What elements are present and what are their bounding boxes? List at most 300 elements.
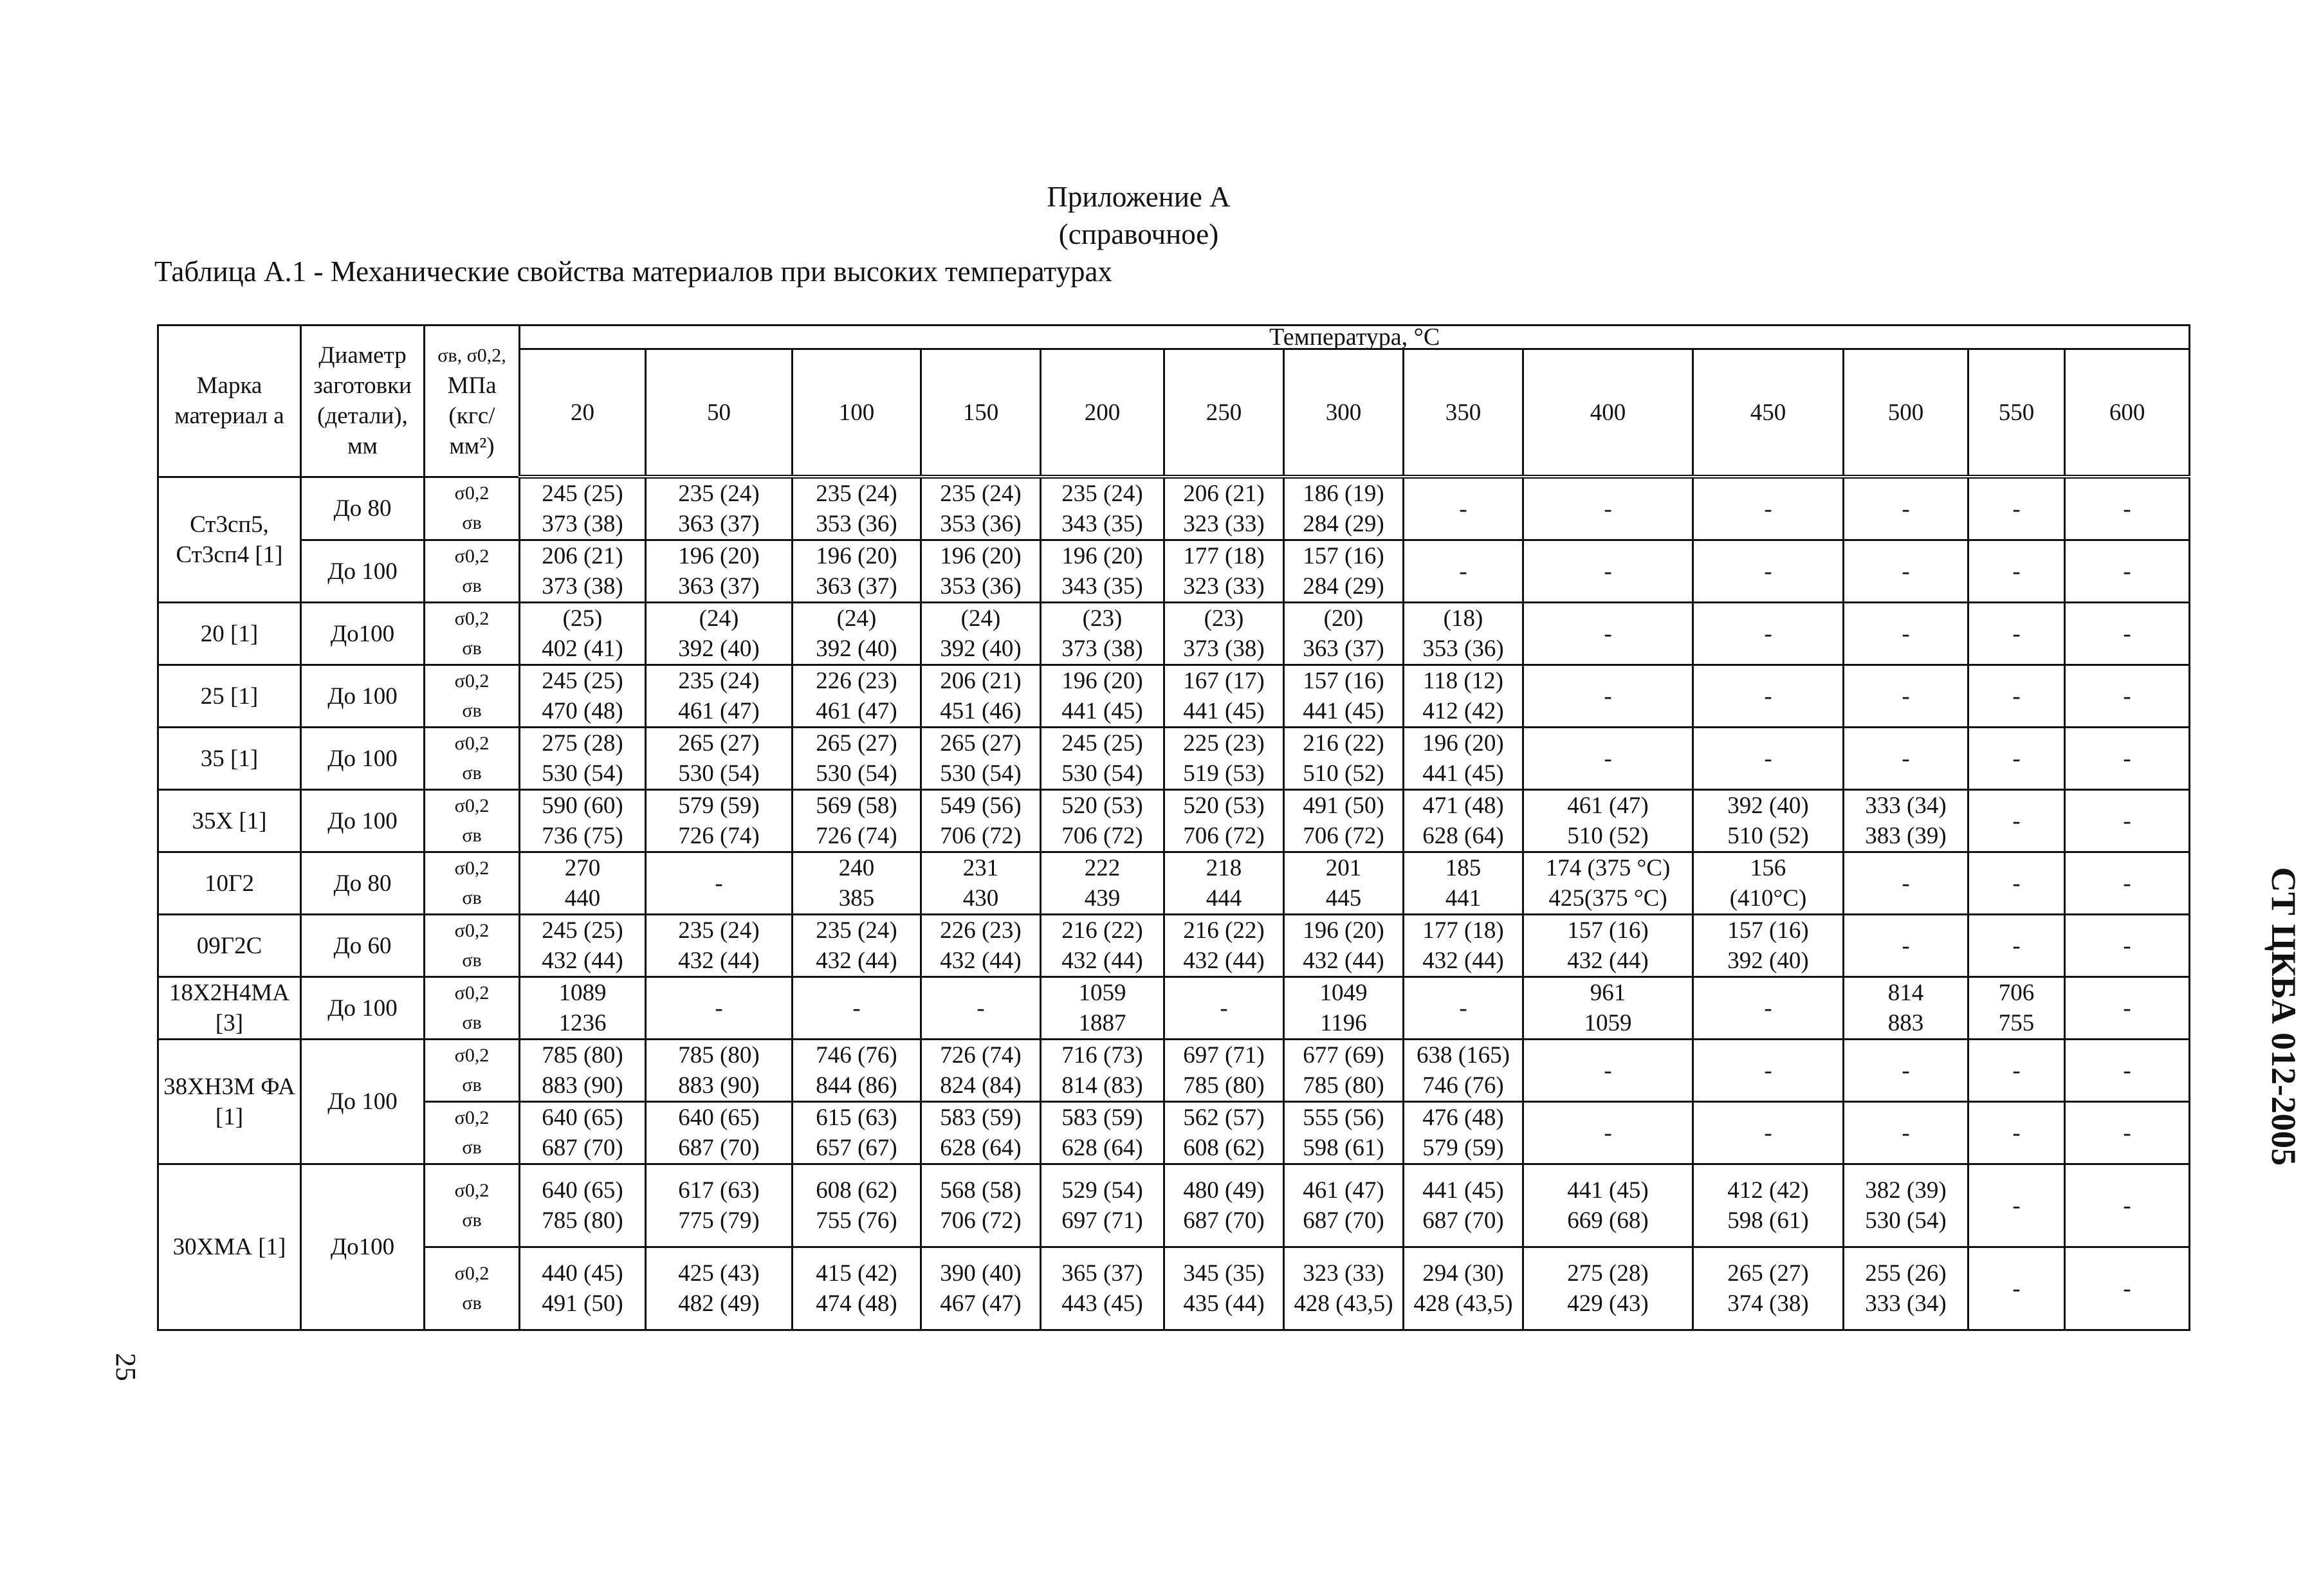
value-cell-t300	[1284, 540, 1404, 603]
value-line: 439	[1084, 885, 1121, 912]
value-cell-t600: -	[2065, 1102, 2190, 1164]
value-cell-t20	[520, 603, 646, 665]
value-line: 284 (29)	[1303, 511, 1384, 537]
value-line: 697 (71)	[1061, 1207, 1143, 1234]
value-cell-t20	[520, 1164, 646, 1247]
sigma-labels	[425, 1247, 520, 1330]
value-line: 568 (58)	[940, 1177, 1022, 1204]
value-line: 785 (80)	[542, 1042, 623, 1069]
value-line: 814 (83)	[1061, 1072, 1143, 1099]
value-cell-t150	[921, 540, 1041, 603]
sigma-yield-label: σ0,2	[454, 1045, 490, 1066]
sigma-yield-label: σ0,2	[454, 795, 490, 816]
value-cell-t500: -	[1844, 603, 1968, 665]
value-line: 706 (72)	[1303, 823, 1384, 849]
value-line: 883 (90)	[678, 1072, 760, 1099]
value-line: (25)	[562, 605, 603, 632]
value-line: 432 (44)	[816, 948, 897, 974]
header-temp-3: 150	[921, 349, 1041, 477]
value-line: 201	[1325, 855, 1362, 881]
value-cell-t20	[520, 915, 646, 977]
value-line: 365 (37)	[1061, 1260, 1143, 1287]
value-line: 1049	[1319, 980, 1368, 1006]
value-cell-t200	[1041, 665, 1164, 728]
value-line: 392 (40)	[816, 636, 897, 662]
value-line: 235 (24)	[816, 481, 897, 507]
value-line: (24)	[960, 605, 1001, 632]
value-cell-t550: -	[1968, 790, 2065, 852]
material-grade: 38ХН3М ФА [1]	[158, 1040, 301, 1164]
value-cell-t600: -	[2065, 1164, 2190, 1247]
header-temp-5: 250	[1164, 349, 1284, 477]
value-line: 441 (45)	[1183, 698, 1265, 724]
value-cell-t350	[1404, 1102, 1523, 1164]
header-temp-9: 450	[1693, 349, 1844, 477]
table-row	[158, 728, 2190, 790]
value-cell-t400: -	[1523, 1102, 1693, 1164]
value-cell-t500: -	[1844, 852, 1968, 915]
value-line: 412 (42)	[1727, 1177, 1809, 1204]
value-line: (24)	[836, 605, 877, 632]
value-cell-t350	[1404, 1247, 1523, 1330]
value-line: 726 (74)	[940, 1042, 1022, 1069]
value-line: 216 (22)	[1183, 917, 1265, 944]
sigma-yield-label: σ0,2	[454, 670, 490, 692]
material-grade: 20 [1]	[158, 603, 301, 665]
value-cell-t500: -	[1844, 915, 1968, 977]
value-line: 461 (47)	[678, 698, 760, 724]
sigma-yield-label: σ0,2	[454, 858, 490, 879]
value-line: 373 (38)	[542, 511, 623, 537]
value-line: 706	[1998, 980, 2035, 1006]
value-cell-t250: -	[1164, 977, 1284, 1040]
value-line: 157 (16)	[1303, 543, 1384, 569]
value-cell-t50	[646, 1102, 793, 1164]
sigma-tensile-label: σв	[462, 1209, 482, 1231]
sigma-tensile-label: σв	[462, 1074, 482, 1096]
header-temp-10: 500	[1844, 349, 1968, 477]
value-cell-t200	[1041, 977, 1164, 1040]
value-line: 245 (25)	[542, 917, 623, 944]
value-cell-t350	[1404, 665, 1523, 728]
value-line: 441 (45)	[1303, 698, 1384, 724]
value-line: 520 (53)	[1061, 793, 1143, 819]
value-cell-t50	[646, 540, 793, 603]
value-cell-t450	[1693, 915, 1844, 977]
value-line: 530 (54)	[678, 760, 760, 787]
value-line: 510 (52)	[1727, 823, 1809, 849]
value-cell-t600: -	[2065, 790, 2190, 852]
value-line: 177 (18)	[1422, 917, 1504, 944]
value-cell-t500: -	[1844, 665, 1968, 728]
value-line: 156	[1750, 855, 1786, 881]
value-line: 441 (45)	[1422, 760, 1504, 787]
value-line: 231	[962, 855, 999, 881]
value-line: 785 (80)	[678, 1042, 760, 1069]
value-line: 196 (20)	[678, 543, 760, 569]
value-line: 440	[564, 885, 601, 912]
value-line: 883	[1887, 1010, 1924, 1036]
value-cell-t350: -	[1404, 977, 1523, 1040]
appendix-title: Приложение А	[1047, 181, 1231, 213]
material-grade: 09Г2С	[158, 915, 301, 977]
value-line: 432 (44)	[1422, 948, 1504, 974]
value-line: 235 (24)	[678, 668, 760, 694]
value-cell-t150: -	[921, 977, 1041, 1040]
value-line: 549 (56)	[940, 793, 1022, 819]
value-line: 275 (28)	[1567, 1260, 1649, 1287]
value-line: 640 (65)	[542, 1177, 623, 1204]
value-line: 222	[1084, 855, 1121, 881]
value-cell-t350	[1404, 1164, 1523, 1247]
sigma-tensile-label: σв	[462, 700, 482, 721]
sigma-yield-label: σ0,2	[454, 920, 490, 941]
value-line: 174 (375 °С)	[1545, 855, 1671, 881]
value-line: 196 (20)	[816, 543, 897, 569]
value-cell-t500	[1844, 977, 1968, 1040]
value-cell-t400: -	[1523, 477, 1693, 540]
value-cell-t100	[793, 790, 921, 852]
value-cell-t250	[1164, 1102, 1284, 1164]
value-line: 265 (27)	[1727, 1260, 1809, 1287]
value-line: 491 (50)	[1303, 793, 1384, 819]
table-row	[158, 603, 2190, 665]
sigma-labels	[425, 790, 520, 852]
value-cell-t550: -	[1968, 1247, 2065, 1330]
value-line: 470 (48)	[542, 698, 623, 724]
sigma-tensile-label: σв	[462, 575, 482, 596]
value-cell-t350	[1404, 915, 1523, 977]
value-cell-t50	[646, 665, 793, 728]
table-row	[158, 1102, 2190, 1164]
value-line: 432 (44)	[1567, 948, 1649, 974]
sigma-tensile-label: σв	[462, 637, 482, 659]
value-cell-t400: -	[1523, 540, 1693, 603]
value-cell-t400: -	[1523, 1040, 1693, 1102]
value-line: 445	[1325, 885, 1362, 912]
value-line: 677 (69)	[1303, 1042, 1384, 1069]
value-cell-t550: -	[1968, 915, 2065, 977]
value-cell-t20	[520, 790, 646, 852]
value-line: 687 (70)	[1303, 1207, 1384, 1234]
header-temp-7: 350	[1404, 349, 1523, 477]
value-line: 323 (33)	[1303, 1260, 1384, 1287]
value-cell-t300	[1284, 852, 1404, 915]
value-cell-t100	[793, 915, 921, 977]
sigma-labels	[425, 915, 520, 977]
value-line: 687 (70)	[1422, 1207, 1504, 1234]
header-temperature: Температура, °С	[520, 326, 2190, 349]
value-cell-t100	[793, 728, 921, 790]
value-line: 374 (38)	[1727, 1290, 1809, 1317]
value-line: 519 (53)	[1183, 760, 1265, 787]
header-sigma-units	[425, 326, 520, 477]
value-line: 451 (46)	[940, 698, 1022, 724]
header-sigma-label: σв, σ0,2,	[437, 344, 506, 366]
value-cell-t250	[1164, 728, 1284, 790]
value-line: 373 (38)	[1183, 636, 1265, 662]
value-line: 429 (43)	[1567, 1290, 1649, 1317]
value-line: 118 (12)	[1422, 668, 1504, 694]
value-line: 373 (38)	[542, 573, 623, 600]
value-line: 491 (50)	[542, 1290, 623, 1317]
value-line: 196 (20)	[1422, 730, 1504, 757]
value-cell-t200	[1041, 1040, 1164, 1102]
table-row	[158, 1247, 2190, 1330]
value-cell-t200	[1041, 1164, 1164, 1247]
value-line: 785 (80)	[542, 1207, 623, 1234]
value-cell-t500: -	[1844, 728, 1968, 790]
value-line: 218	[1206, 855, 1242, 881]
value-line: 226 (23)	[816, 668, 897, 694]
header-temp-1: 50	[646, 349, 793, 477]
value-cell-t600: -	[2065, 1040, 2190, 1102]
value-cell-t150	[921, 728, 1041, 790]
value-cell-t350	[1404, 1040, 1523, 1102]
value-cell-t150	[921, 852, 1041, 915]
value-line: 824 (84)	[940, 1072, 1022, 1099]
value-line: 657 (67)	[816, 1135, 897, 1161]
value-cell-t100	[793, 1102, 921, 1164]
value-line: 746 (76)	[816, 1042, 897, 1069]
value-line: 196 (20)	[1061, 543, 1143, 569]
table-row	[158, 852, 2190, 915]
value-cell-t150	[921, 915, 1041, 977]
header-diameter: Диаметр заготовки (детали), мм	[301, 326, 425, 477]
blank-diameter: До 100	[301, 790, 425, 852]
value-line: 441 (45)	[1567, 1177, 1649, 1204]
value-line: 343 (35)	[1061, 573, 1143, 600]
value-line: 323 (33)	[1183, 511, 1265, 537]
value-cell-t50	[646, 603, 793, 665]
value-line: 814	[1887, 980, 1924, 1006]
value-line: 608 (62)	[1183, 1135, 1265, 1161]
value-cell-t300	[1284, 790, 1404, 852]
value-cell-t600: -	[2065, 977, 2190, 1040]
value-line: 385	[838, 885, 875, 912]
value-line: 382 (39)	[1865, 1177, 1947, 1204]
value-line: 443 (45)	[1061, 1290, 1143, 1317]
table-row	[158, 1040, 2190, 1102]
value-line: 430	[962, 885, 999, 912]
value-line: 598 (61)	[1303, 1135, 1384, 1161]
value-line: 785 (80)	[1183, 1072, 1265, 1099]
value-cell-t300	[1284, 665, 1404, 728]
value-line: 1089	[558, 980, 607, 1006]
value-cell-t300	[1284, 1040, 1404, 1102]
value-line: 640 (65)	[678, 1105, 760, 1131]
value-cell-t350: -	[1404, 540, 1523, 603]
value-line: 392 (40)	[678, 636, 760, 662]
value-line: 844 (86)	[816, 1072, 897, 1099]
value-line: 579 (59)	[678, 793, 760, 819]
value-cell-t50: -	[646, 852, 793, 915]
value-line: 425(375 °С)	[1548, 885, 1667, 912]
value-line: 706 (72)	[1183, 823, 1265, 849]
sigma-labels	[425, 477, 520, 540]
value-line: 390 (40)	[940, 1260, 1022, 1287]
value-cell-t450: -	[1693, 665, 1844, 728]
value-line: 270	[564, 855, 601, 881]
blank-diameter: До 100	[301, 665, 425, 728]
value-line: 196 (20)	[940, 543, 1022, 569]
value-cell-t150	[921, 665, 1041, 728]
value-cell-t500	[1844, 1164, 1968, 1247]
blank-diameter: До100	[301, 603, 425, 665]
value-cell-t100	[793, 1040, 921, 1102]
value-line: 167 (17)	[1183, 668, 1265, 694]
value-line: 1236	[558, 1010, 607, 1036]
value-cell-t500	[1844, 1247, 1968, 1330]
value-cell-t20	[520, 1102, 646, 1164]
value-cell-t150	[921, 603, 1041, 665]
value-line: 579 (59)	[1422, 1135, 1504, 1161]
value-cell-t50	[646, 477, 793, 540]
value-line: 185	[1445, 855, 1482, 881]
value-cell-t500: -	[1844, 540, 1968, 603]
value-line: 196 (20)	[1061, 668, 1143, 694]
table-caption: Таблица А.1 - Механические свойства материалов при высоких температурах	[154, 255, 1113, 288]
value-line: 323 (33)	[1183, 573, 1265, 600]
sigma-labels	[425, 1040, 520, 1102]
sigma-labels	[425, 728, 520, 790]
value-line: 245 (25)	[1061, 730, 1143, 757]
value-cell-t50	[646, 1164, 793, 1247]
value-cell-t400	[1523, 915, 1693, 977]
value-line: 441 (45)	[1061, 698, 1143, 724]
value-cell-t300	[1284, 915, 1404, 977]
material-grade: 18Х2Н4МА [3]	[158, 977, 301, 1040]
sigma-tensile-label: σв	[462, 887, 482, 908]
value-line: 225 (23)	[1183, 730, 1265, 757]
value-cell-t600: -	[2065, 852, 2190, 915]
value-cell-t300	[1284, 477, 1404, 540]
value-cell-t450: -	[1693, 977, 1844, 1040]
value-line: 245 (25)	[542, 481, 623, 507]
value-line: 590 (60)	[542, 793, 623, 819]
value-cell-t50	[646, 915, 793, 977]
value-cell-t450: -	[1693, 1040, 1844, 1102]
sigma-labels	[425, 1102, 520, 1164]
header-temp-4: 200	[1041, 349, 1164, 477]
sigma-tensile-label: σв	[462, 1137, 482, 1158]
value-cell-t200	[1041, 1247, 1164, 1330]
blank-diameter: До 100	[301, 977, 425, 1040]
value-line: 392 (40)	[940, 636, 1022, 662]
value-cell-t100	[793, 1247, 921, 1330]
header-temp-12: 600	[2065, 349, 2190, 477]
sigma-labels	[425, 603, 520, 665]
value-cell-t150	[921, 790, 1041, 852]
sigma-yield-label: σ0,2	[454, 982, 490, 1004]
value-cell-t350	[1404, 603, 1523, 665]
value-cell-t300	[1284, 1102, 1404, 1164]
value-line: 235 (24)	[940, 481, 1022, 507]
value-line: 476 (48)	[1422, 1105, 1504, 1131]
value-line: 392 (40)	[1727, 793, 1809, 819]
material-grade: 25 [1]	[158, 665, 301, 728]
value-line: 736 (75)	[542, 823, 623, 849]
value-line: 440 (45)	[542, 1260, 623, 1287]
sigma-labels	[425, 1164, 520, 1247]
sigma-tensile-label: σв	[462, 1292, 482, 1314]
value-cell-t200	[1041, 540, 1164, 603]
value-cell-t250	[1164, 852, 1284, 915]
material-grade: 35Х [1]	[158, 790, 301, 852]
value-cell-t450: -	[1693, 728, 1844, 790]
value-cell-t350	[1404, 790, 1523, 852]
value-cell-t400	[1523, 1247, 1693, 1330]
table-row	[158, 915, 2190, 977]
value-cell-t100	[793, 540, 921, 603]
sigma-yield-label: σ0,2	[454, 1263, 490, 1284]
value-line: (24)	[699, 605, 739, 632]
value-line: 432 (44)	[678, 948, 760, 974]
material-grade: 10Г2	[158, 852, 301, 915]
value-line: 687 (70)	[542, 1135, 623, 1161]
value-cell-t100	[793, 477, 921, 540]
header-temp-8: 400	[1523, 349, 1693, 477]
value-line: 569 (58)	[816, 793, 897, 819]
value-line: 461 (47)	[1567, 793, 1649, 819]
value-line: 333 (34)	[1865, 793, 1947, 819]
value-line: 1887	[1078, 1010, 1126, 1036]
value-cell-t450	[1693, 790, 1844, 852]
value-line: (20)	[1323, 605, 1364, 632]
value-cell-t100	[793, 603, 921, 665]
value-cell-t100	[793, 852, 921, 915]
value-line: 235 (24)	[1061, 481, 1143, 507]
value-cell-t550: -	[1968, 1164, 2065, 1247]
value-cell-t200	[1041, 1102, 1164, 1164]
value-cell-t20	[520, 1247, 646, 1330]
material-grade: 30ХМА [1]	[158, 1164, 301, 1330]
value-line: 265 (27)	[678, 730, 760, 757]
value-cell-t600: -	[2065, 915, 2190, 977]
sigma-tensile-label: σв	[462, 1012, 482, 1033]
mechanical-properties-table	[157, 324, 2190, 1331]
value-cell-t450	[1693, 1164, 1844, 1247]
value-line: 275 (28)	[542, 730, 623, 757]
value-cell-t200	[1041, 852, 1164, 915]
value-cell-t300	[1284, 728, 1404, 790]
value-line: 510 (52)	[1567, 823, 1649, 849]
value-cell-t20	[520, 728, 646, 790]
table-row	[158, 540, 2190, 603]
value-line: 206 (21)	[1183, 481, 1265, 507]
sigma-tensile-label: σв	[462, 949, 482, 971]
value-cell-t550: -	[1968, 1102, 2065, 1164]
value-cell-t20	[520, 665, 646, 728]
value-cell-t600: -	[2065, 728, 2190, 790]
value-cell-t450	[1693, 852, 1844, 915]
value-line: 157 (16)	[1567, 917, 1649, 944]
sigma-yield-label: σ0,2	[454, 733, 490, 754]
value-cell-t20	[520, 1040, 646, 1102]
value-line: 425 (43)	[678, 1260, 760, 1287]
sigma-tensile-label: σв	[462, 512, 482, 534]
value-cell-t250	[1164, 915, 1284, 977]
value-cell-t300	[1284, 1247, 1404, 1330]
value-line: 1059	[1584, 1010, 1632, 1036]
header-row-top	[158, 326, 2190, 349]
value-cell-t400: -	[1523, 665, 1693, 728]
value-line: 415 (42)	[816, 1260, 897, 1287]
value-line: 240	[838, 855, 875, 881]
value-line: 755 (76)	[816, 1207, 897, 1234]
value-cell-t300	[1284, 1164, 1404, 1247]
header-temp-2: 100	[793, 349, 921, 477]
